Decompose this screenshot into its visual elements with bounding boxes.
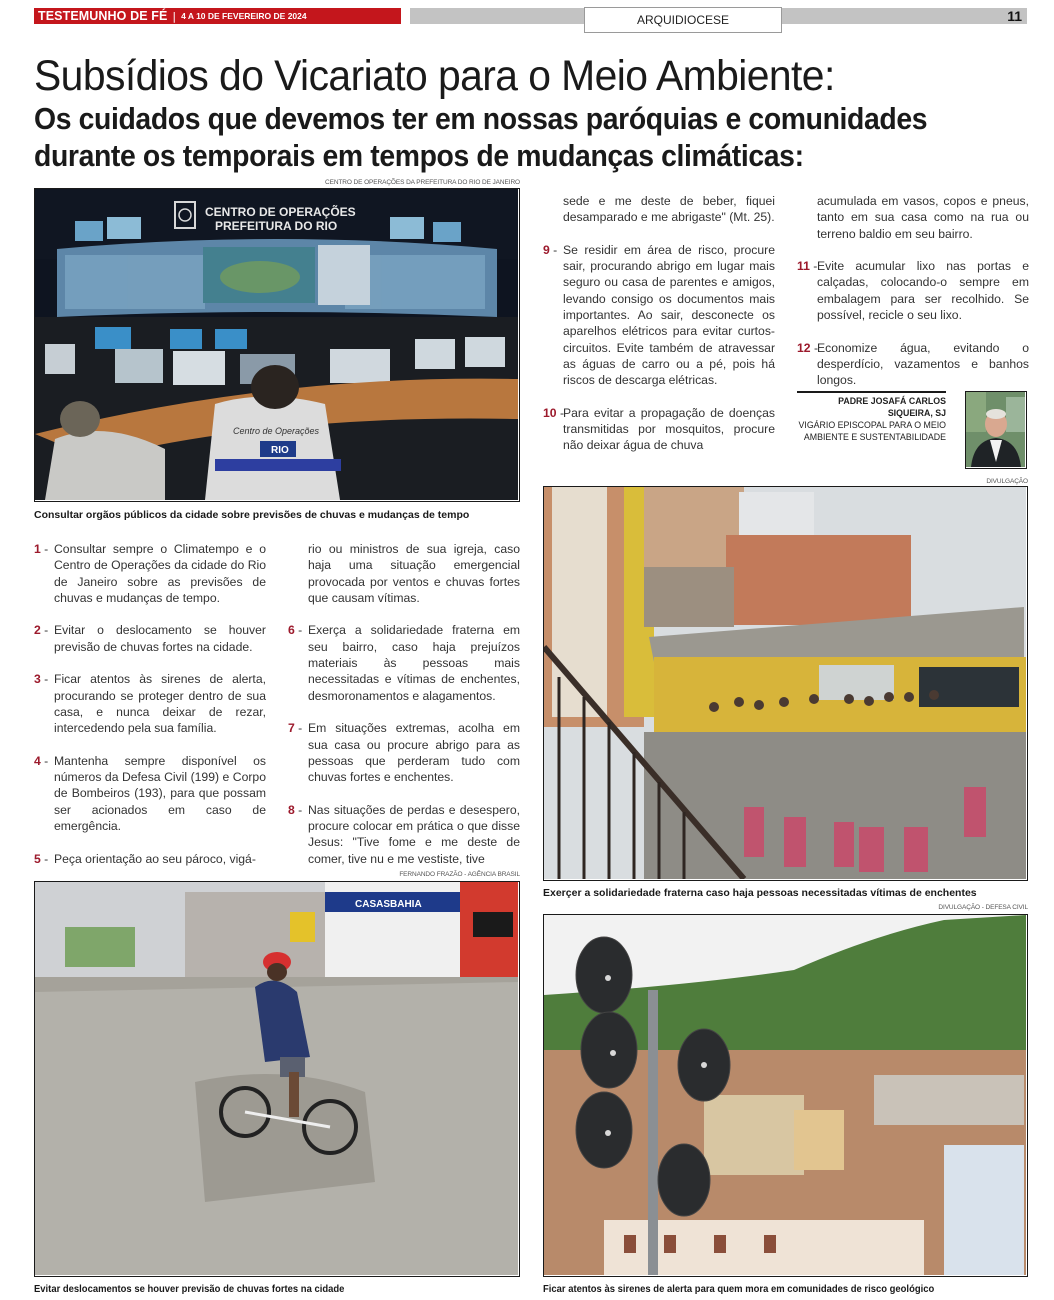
publication-name: TESTEMUNHO DE FÉ [38,9,168,23]
solidarity-image [544,487,1026,879]
list-item-12 [797,340,1029,389]
operations-center-image [35,189,518,500]
flood-image [35,882,518,1275]
list-item-7 [288,720,520,785]
publication-bar [34,8,401,24]
photo-sirens [543,914,1028,1277]
list-item-6 [288,622,520,703]
item-number: 2 - [34,623,49,638]
item-text: Mantenha sempre disponível os números da Defesa Civil (199) e Corpo de Bombeiros (193), para que possam ser acionados em caso de emergência. [54,753,266,834]
item-text: Evitar o deslocamento se houver previsão de chuvas fortes na cidade. [54,623,266,654]
item-text: Se residir em área de risco, procure sair, procurando abrigo em lugar mais seguro ou casa de parentes e amigos, levando consigo os documentos mais importantes. Ao sair, desconecte os aparelhos elétricos para evitar curtos-circuitos. Evite também de atravessar as águas de carro ou a pé, pois há riscos de descarga elétricas. [563,242,775,388]
article-title: Subsídios do Vicariato para o Meio Ambiente: [34,52,835,100]
header-separator: | [172,9,177,23]
list-item-5 [34,851,266,867]
column-4 [797,193,1029,405]
item-text: Nas situações de perdas e desespero, procure colocar em prática o que disse Jesus: "Tive fome e me deste de comer, tive nu e me vestiste, tive [308,802,520,866]
photo-credit-flood: FERNANDO FRAZÃO - AGÊNCIA BRASIL [399,871,520,878]
author-photo [965,391,1027,469]
item-text: Para evitar a propagação de doenças transmitidas por mosquitos, procure não deixar água de chuva [563,405,775,453]
shirt-text: Centro de Operações [233,426,320,436]
item-number: 8 - [288,802,303,817]
photo-credit-ops-center: CENTRO DE OPERAÇÕES DA PREFEITURA DO RIO DE JANEIRO [325,179,520,186]
item-number: 7 - [288,721,303,736]
list-item-9 [543,242,775,389]
article-subtitle: Os cuidados que devemos ter em nossas paróquias e comunidades durante os temporais em tempos de mudanças climáticas: [34,102,928,173]
list-item-3 [34,671,266,736]
item-number: 9 - [543,242,558,257]
photo-credit-sirens: DIVULGAÇÃO - DEFESA CIVIL [938,904,1028,911]
item-text: Ficar atentos às sirenes de alerta, procurando se proteger dentro de sua casa, e nunca deixar de rezar, intercedendo pela sua família. [54,672,266,736]
list-item-5-continued: rio ou ministros de sua igreja, caso haja uma situação emergencial provocada por ventos e chuvas fortes que causam vítimas. [308,542,520,605]
item-text: Em situações extremas, acolha em sua casa ou procure abrigo para as pessoas que perderam tudo com chuvas fortes e enchentes. [308,721,520,785]
item-text: Evite acumular lixo nas portas e calçadas, colocando-o sempre em embalagem para ser recolhido. Se possível, recicle o seu lixo. [817,259,1029,323]
caption-ops-center: Consultar orgãos públicos da cidade sobre previsões de chuvas e mudanças de tempo [34,509,470,521]
list-item-8-continued: sede e me deste de beber, fiquei desamparado e me abrigaste" (Mt. 25). [563,194,775,225]
item-text: Consultar sempre o Climatempo e o Centro de Operações da cidade do Rio de Janeiro sobre as previsões de chuvas e mudanças de tempo. [54,542,266,605]
item-text: Peça orientação ao seu pároco, vigá- [54,851,256,866]
siren-pole [648,990,658,1275]
item-number: 5 - [34,851,49,866]
shirt-badge: RIO [271,445,289,456]
item-number: 11 - [797,259,818,274]
list-item-2 [34,622,266,655]
photo-flood [34,881,520,1277]
column-1 [34,541,266,883]
list-item-10 [543,405,775,454]
list-item-10-continued: acumulada em vasos, copos e pneus, tanto em sua casa como na rua ou terreno baldio em seu bairro. [817,194,1029,241]
sirens-image [544,915,1026,1275]
column-2 [288,541,520,883]
sign-line-2: PREFEITURA DO RIO [215,219,338,233]
item-text: Economize água, evitando o desperdício, vazamentos e banhos longos. [817,340,1029,388]
caption-flood: Evitar deslocamentos se houver previsão de chuvas fortes na cidade [34,1283,345,1295]
list-item-4 [34,753,266,834]
list-item-8 [288,802,520,867]
column-3 [543,193,775,470]
item-number: 1 - [34,542,49,556]
page-number: 11 [1007,8,1022,24]
photo-operations-center [34,188,520,502]
item-number: 4 - [34,753,49,768]
section-label: ARQUIDIOCESE [584,7,782,33]
author-name: PADRE JOSAFÁ CARLOS SIQUEIRA, SJ [838,396,946,418]
sign-line-1: CENTRO DE OPERAÇÕES [205,205,356,219]
photo-solidarity [543,486,1028,881]
list-item-1 [34,541,266,606]
issue-date: 4 A 10 DE FEVEREIRO DE 2024 [181,11,307,21]
author-role: VIGÁRIO EPISCOPAL PARA O MEIO AMBIENTE E SUSTENTABILIDADE [798,420,946,442]
caption-sirens: Ficar atentos às sirenes de alerta para quem mora em comunidades de risco geológico [543,1283,935,1295]
item-number: 3 - [34,672,49,687]
caption-solidarity: Exerçer a solidariedade fraterna caso haja pessoas necessitadas vítimas de enchentes [543,887,977,899]
author-portrait-image [966,392,1025,467]
store-sign: CASASBAHIA [355,899,422,910]
author-divider [797,391,946,393]
item-text: Exerça a solidariedade fraterna em seu bairro, caso haja prejuízos materiais às pessoas mais necessitadas e vítimas de enchentes, desmoronamentos e alagamentos. [308,623,520,703]
item-number: 12 - [797,340,819,355]
item-number: 10 - [543,405,565,420]
list-item-11 [797,258,1029,323]
photo-credit-author: DIVULGAÇÃO [986,478,1028,485]
item-number: 6 - [288,623,303,638]
